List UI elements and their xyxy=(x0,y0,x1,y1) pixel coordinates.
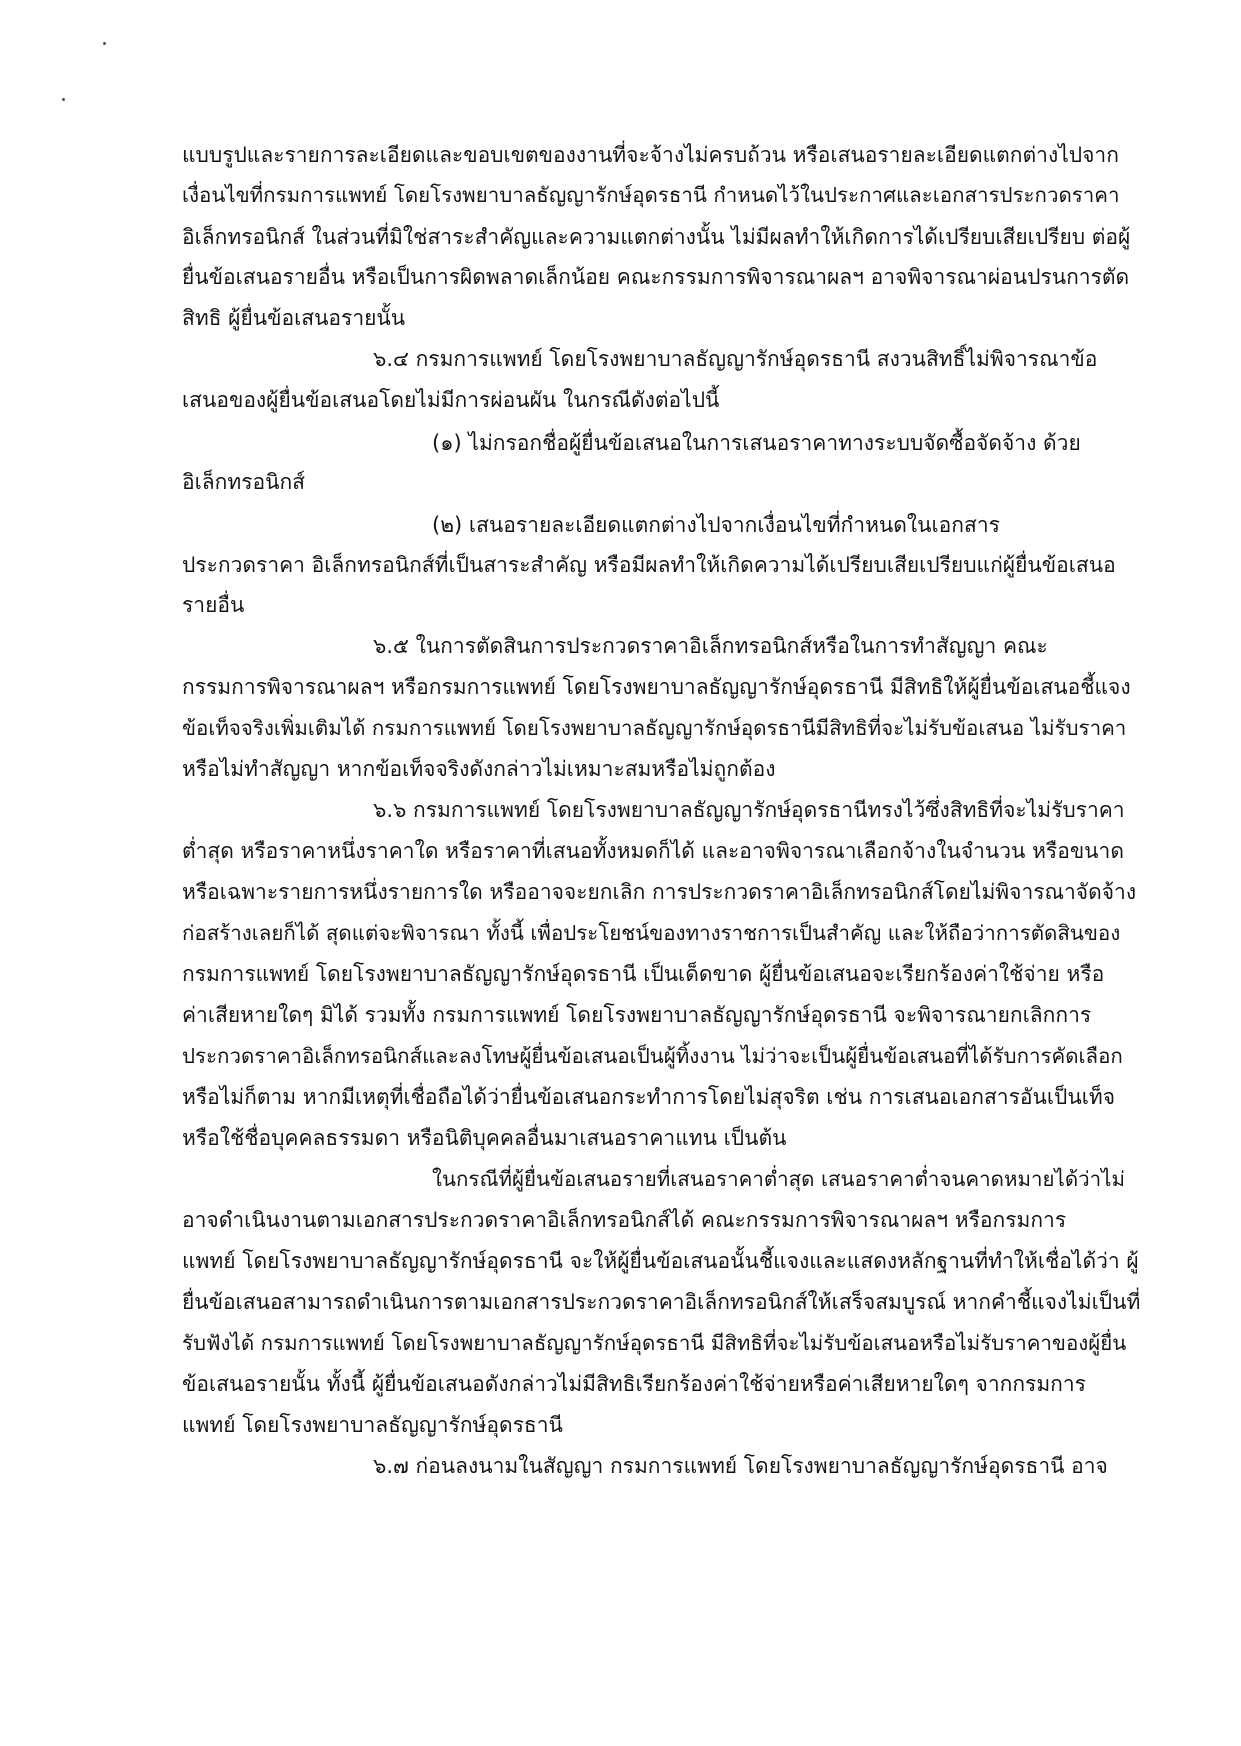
text-line: สิทธิ ผู้ยื่นข้อเสนอรายนั้น xyxy=(182,306,406,330)
text-line: ยื่นข้อเสนอสามารถดำเนินการตามเอกสารประกวดราคาอิเล็กทรอนิกส์ให้เสร็จสมบูรณ์ หากคำชี้แจงไม่เป็นที่ xyxy=(182,1290,1141,1314)
text-line: เงื่อนไขที่กรมการแพทย์ โดยโรงพยาบาลธัญญารักษ์อุดรธานี กำหนดไว้ในประกาศและเอกสารประกวดราคา xyxy=(182,183,1120,207)
text-line: ข้อเท็จจริงเพิ่มเติมได้ กรมการแพทย์ โดยโรงพยาบาลธัญญารักษ์อุดรธานีมีสิทธิที่จะไม่รับข้อเสนอ ไม่รับราคา xyxy=(182,716,1127,740)
text-line: ต่ำสุด หรือราคาหนึ่งราคาใด หรือราคาที่เสนอทั้งหมดก็ได้ และอาจพิจารณาเลือกจ้างในจำนวน หรือขนาด xyxy=(182,839,1124,863)
scan-speck xyxy=(62,98,65,101)
text-line: หรือเฉพาะรายการหนึ่งรายการใด หรืออาจจะยกเลิก การประกวดราคาอิเล็กทรอนิกส์โดยไม่พิจารณาจัดจ้าง xyxy=(182,880,1137,904)
text-line: ในกรณีที่ผู้ยื่นข้อเสนอรายที่เสนอราคาต่ำสุด เสนอราคาต่ำจนคาดหมายได้ว่าไม่ xyxy=(432,1167,1125,1191)
text-line: ค่าเสียหายใดๆ มิได้ รวมทั้ง กรมการแพทย์ โดยโรงพยาบาลธัญญารักษ์อุดรธานี จะพิจารณายกเลิกการ xyxy=(182,1003,1092,1027)
text-line: รายอื่น xyxy=(182,593,245,617)
text-line: หรือไม่ก็ตาม หากมีเหตุที่เชื่อถือได้ว่ายื่นข้อเสนอกระทำการโดยไม่สุจริต เช่น การเสนอเอกสารอันเป็นเท็จ xyxy=(182,1085,1116,1109)
text-line: ยื่นข้อเสนอรายอื่น หรือเป็นการผิดพลาดเล็กน้อย คณะกรรมการพิจารณาผลฯ อาจพิจารณาผ่อนปรนการตัด xyxy=(182,265,1130,289)
text-line: กรรมการพิจารณาผลฯ หรือกรมการแพทย์ โดยโรงพยาบาลธัญญารักษ์อุดรธานี มีสิทธิให้ผู้ยื่นข้อเสนอชี้แจง xyxy=(182,675,1131,699)
text-line: หรือใช้ชื่อบุคคลธรรมดา หรือนิติบุคคลอื่นมาเสนอราคาแทน เป็นต้น xyxy=(182,1126,787,1150)
list-item-1: (๑) ไม่กรอกชื่อผู้ยื่นข้อเสนอในการเสนอราคาทางระบบจัดซื้อจัดจ้าง ด้วย xyxy=(432,431,1081,455)
section-heading-6-5: ๖.๕ ในการตัดสินการประกวดราคาอิเล็กทรอนิกส์หรือในการทำสัญญา คณะ xyxy=(373,634,1048,658)
text-line: อิเล็กทรอนิกส์ ในส่วนที่มิใช่สาระสำคัญและความแตกต่างนั้น ไม่มีผลทำให้เกิดการได้เปรียบเสียเปรียบ ต่อผู้ xyxy=(182,225,1131,249)
text-line: อิเล็กทรอนิกส์ xyxy=(182,470,305,494)
section-heading-6-4: ๖.๔ กรมการแพทย์ โดยโรงพยาบาลธัญญารักษ์อุดรธานี สงวนสิทธิ์ไม่พิจารณาข้อ xyxy=(373,347,1098,371)
text-line: หรือไม่ทำสัญญา หากข้อเท็จจริงดังกล่าวไม่เหมาะสมหรือไม่ถูกต้อง xyxy=(182,757,776,781)
text-line: อาจดำเนินงานตามเอกสารประกวดราคาอิเล็กทรอนิกส์ได้ คณะกรรมการพิจารณาผลฯ หรือกรมการ xyxy=(182,1208,1067,1232)
text-line: ประกวดราคาอิเล็กทรอนิกส์และลงโทษผู้ยื่นข้อเสนอเป็นผู้ทิ้งงาน ไม่ว่าจะเป็นผู้ยื่นข้อเสนอที่ได้รับการคัดเลือก xyxy=(182,1044,1123,1068)
text-line: ก่อสร้างเลยก็ได้ สุดแต่จะพิจารณา ทั้งนี้ เพื่อประโยชน์ของทางราชการเป็นสำคัญ และให้ถือว่าการตัดสินของ xyxy=(182,921,1121,945)
section-heading-6-6: ๖.๖ กรมการแพทย์ โดยโรงพยาบาลธัญญารักษ์อุดรธานีทรงไว้ซึ่งสิทธิที่จะไม่รับราคา xyxy=(373,798,1125,822)
text-line: แพทย์ โดยโรงพยาบาลธัญญารักษ์อุดรธานี xyxy=(182,1413,563,1437)
text-line: รับฟังได้ กรมการแพทย์ โดยโรงพยาบาลธัญญารักษ์อุดรธานี มีสิทธิที่จะไม่รับข้อเสนอหรือไม่รับราคาของผู้ยื่น xyxy=(182,1331,1127,1355)
text-line: ข้อเสนอรายนั้น ทั้งนี้ ผู้ยื่นข้อเสนอดังกล่าวไม่มีสิทธิเรียกร้องค่าใช้จ่ายหรือค่าเสียหายใดๆ จากกรมการ xyxy=(182,1372,1086,1396)
text-line: ประกวดราคา อิเล็กทรอนิกส์ที่เป็นสาระสำคัญ หรือมีผลทำให้เกิดความได้เปรียบเสียเปรียบแก่ผู้ยื่นข้อเสนอ xyxy=(182,553,1116,577)
scan-speck xyxy=(103,42,106,45)
text-line: แพทย์ โดยโรงพยาบาลธัญญารักษ์อุดรธานี จะให้ผู้ยื่นข้อเสนอนั้นชี้แจงและแสดงหลักฐานที่ทำให้เชื่อได้ว่า ผู้ xyxy=(182,1249,1139,1273)
list-item-2: (๒) เสนอรายละเอียดแตกต่างไปจากเงื่อนไขที่กำหนดในเอกสาร xyxy=(432,513,1000,537)
text-line: กรมการแพทย์ โดยโรงพยาบาลธัญญารักษ์อุดรธานี เป็นเด็ดขาด ผู้ยื่นข้อเสนอจะเรียกร้องค่าใช้จ่าย หรือ xyxy=(182,962,1105,986)
section-heading-6-7: ๖.๗ ก่อนลงนามในสัญญา กรมการแพทย์ โดยโรงพยาบาลธัญญารักษ์อุดรธานี อาจ xyxy=(373,1454,1108,1478)
text-line: แบบรูปและรายการละเอียดและขอบเขตของงานที่จะจ้างไม่ครบถ้วน หรือเสนอรายละเอียดแตกต่างไปจาก xyxy=(182,143,1119,167)
text-line: เสนอของผู้ยื่นข้อเสนอโดยไม่มีการผ่อนผัน ในกรณีดังต่อไปนี้ xyxy=(182,388,720,412)
